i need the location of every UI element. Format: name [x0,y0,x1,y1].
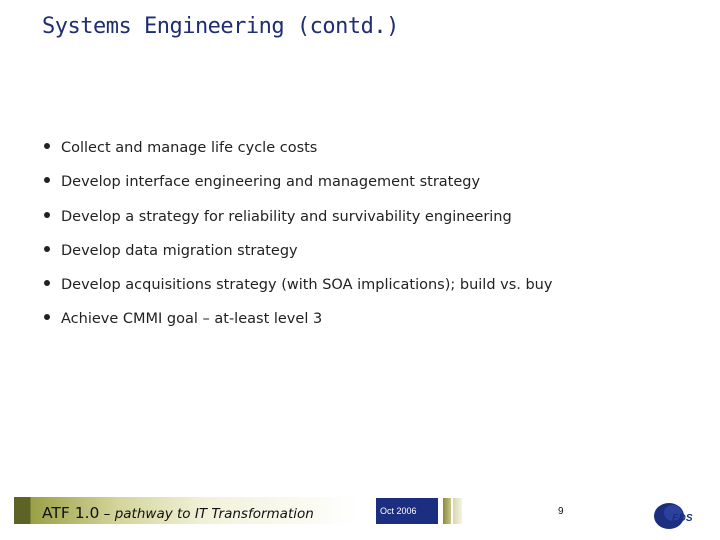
bullet-dot-icon [44,314,50,320]
footer-accent-strip [453,498,462,524]
bullet-text: Develop acquisitions strategy (with SOA implications); build vs. buy [61,277,553,294]
bullet-item [44,277,552,311]
bullet-item [44,209,552,243]
eds-logo-icon [652,500,700,530]
page-number: 9 [558,506,564,517]
bullet-text: Develop a strategy for reliability and survivability engineering [61,208,512,225]
footer-sub-label: – pathway to IT Transformation [99,506,314,522]
bullet-item [44,243,552,277]
bullet-dot-icon [44,143,50,149]
bullet-dot-icon [44,246,50,252]
bullet-item [44,140,552,174]
bullet-text: Develop data migration strategy [61,242,298,259]
footer-accent-strip [443,498,451,524]
bullet-dot-icon [44,177,50,183]
bullet-list [44,140,552,346]
slide-title: Systems Engineering (contd.) [42,14,399,39]
footer-main-label: ATF 1.0 [42,504,100,522]
bullet-text: Develop interface engineering and management strategy [61,174,481,191]
bullet-text: Achieve CMMI goal – at-least level 3 [61,311,323,328]
bullet-item [44,311,552,345]
footer-date: Oct 2006 [376,498,438,524]
bullet-dot-icon [44,212,50,218]
logo-text: EDS [672,513,693,524]
bullet-item [44,174,552,208]
bullet-text: Collect and manage life cycle costs [61,140,318,156]
bullet-dot-icon [44,280,50,286]
footer-title [42,503,314,522]
